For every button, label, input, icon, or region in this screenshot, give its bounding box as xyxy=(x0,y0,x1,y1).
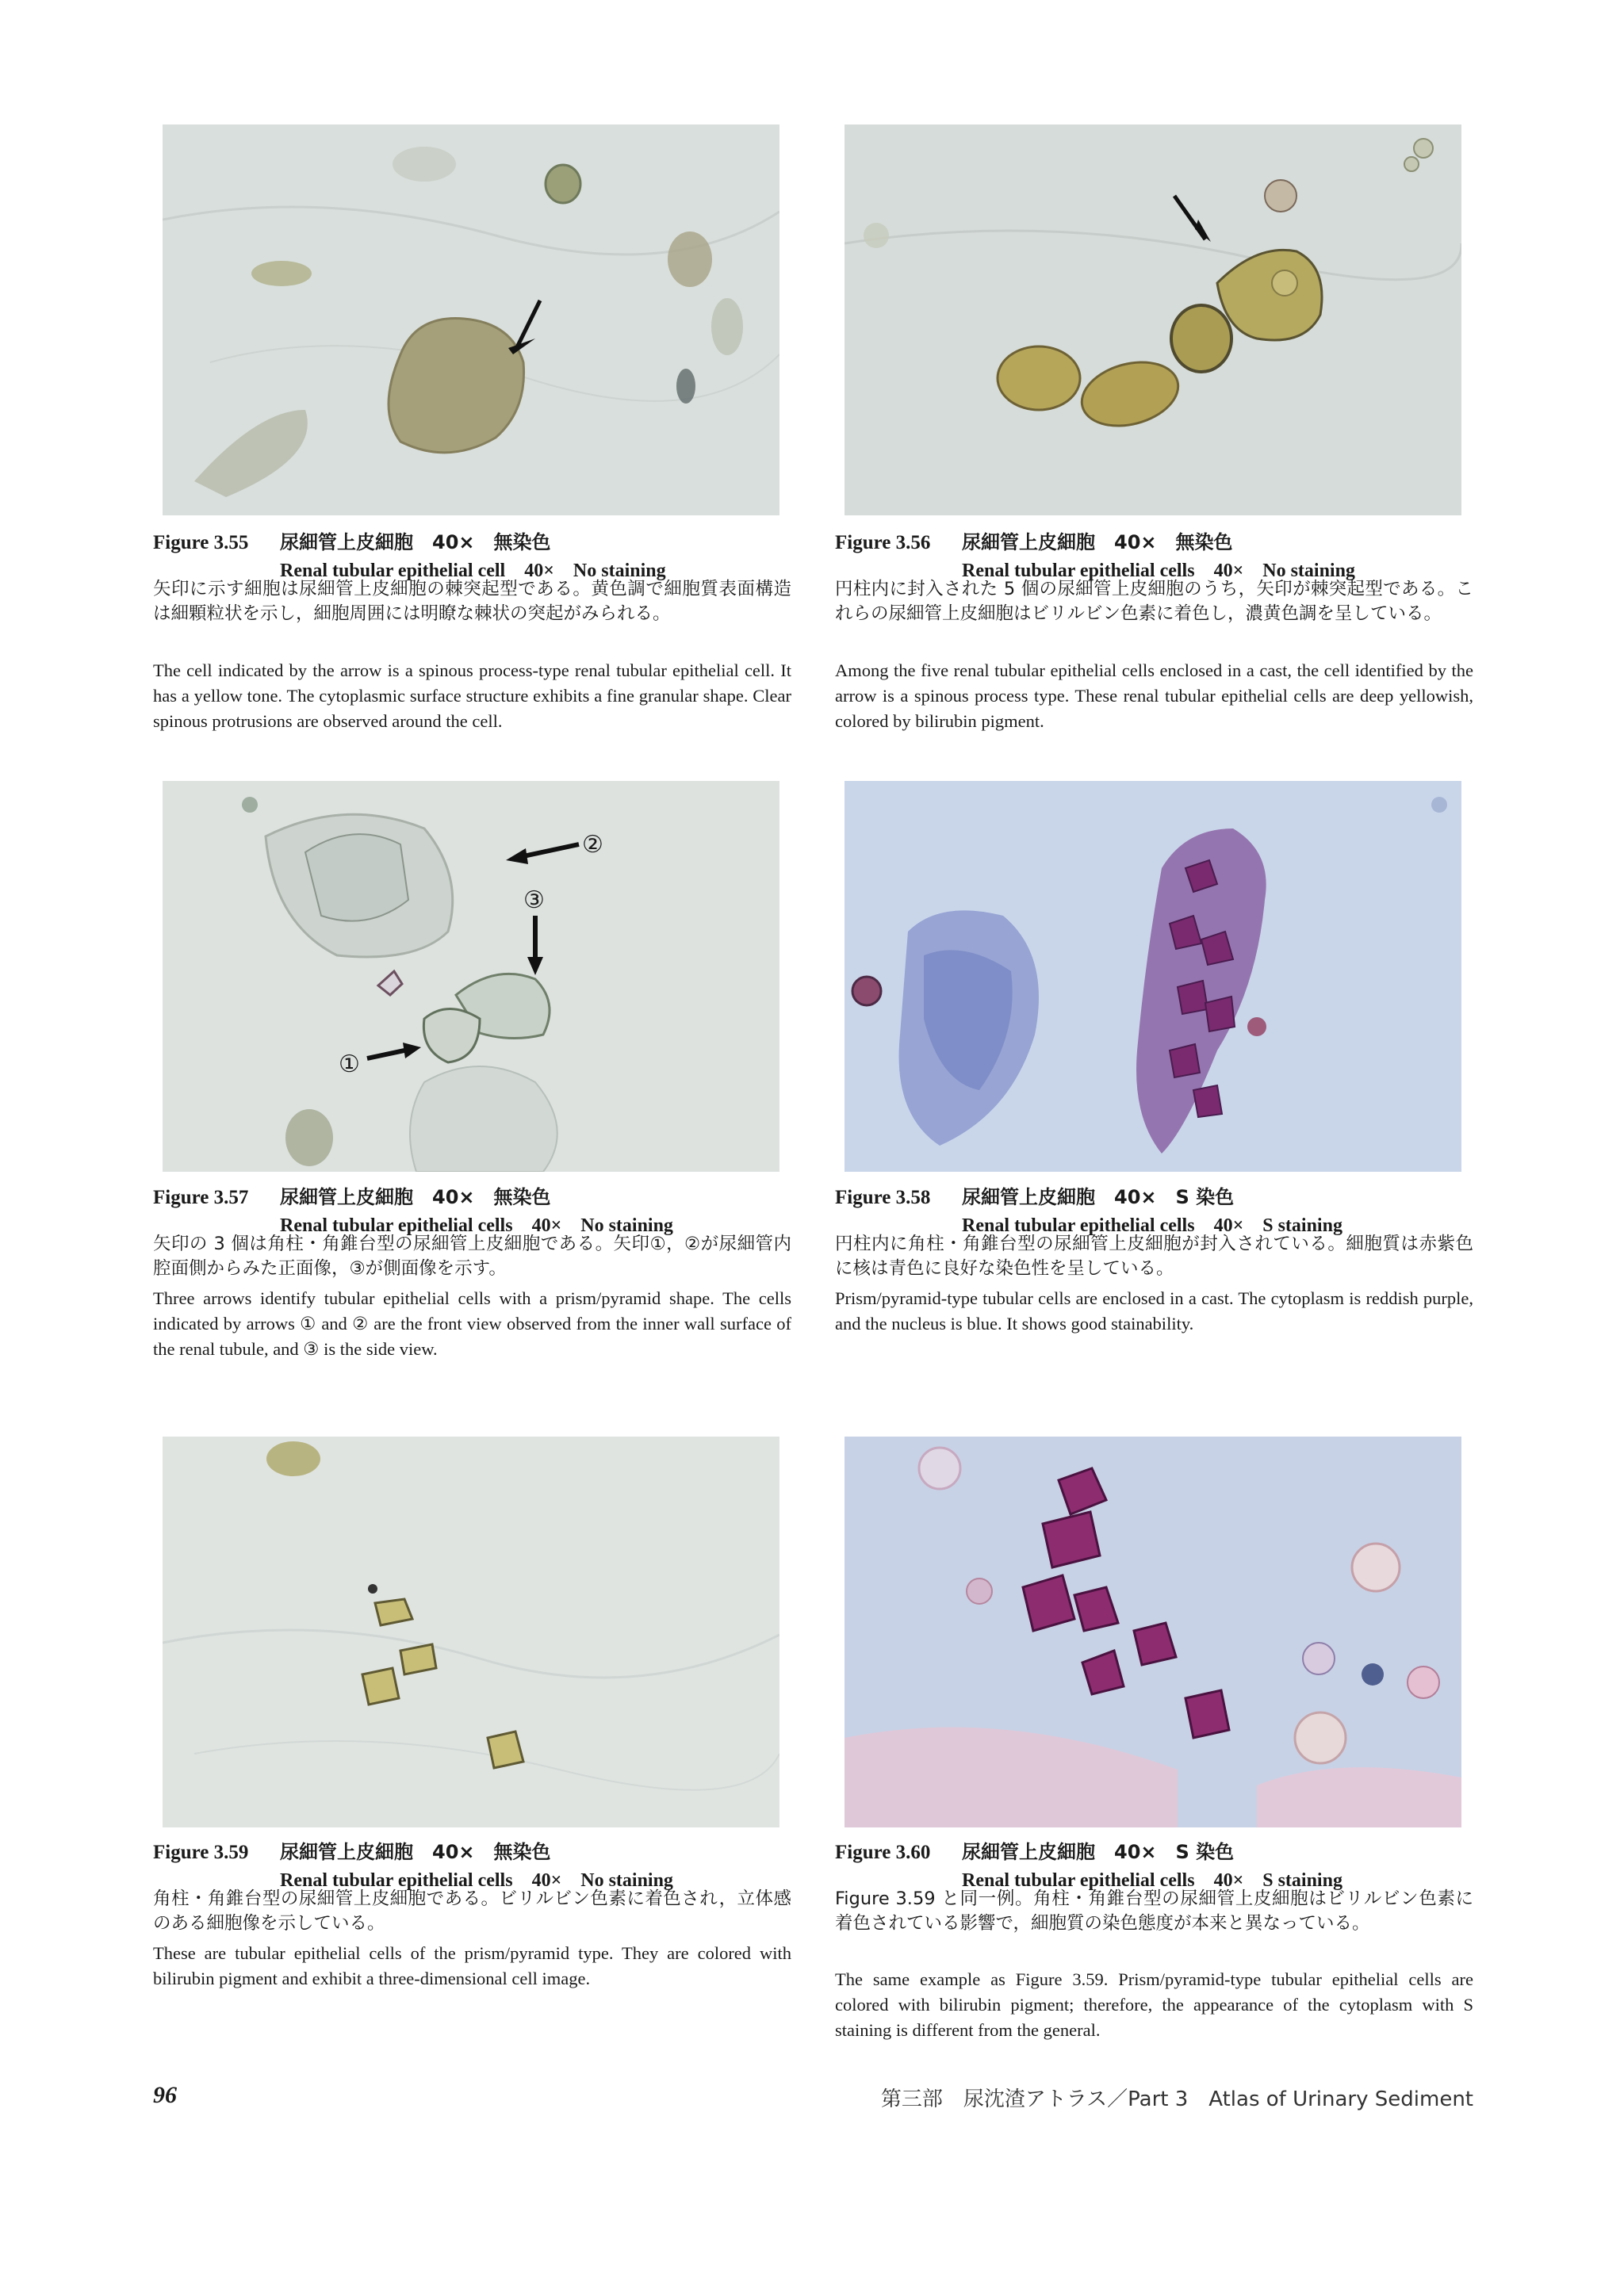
figure-number: Figure 3.58 xyxy=(835,1187,931,1208)
figure-3-59-title-en: Renal tubular epithelial cells 40× No staining xyxy=(280,1870,673,1891)
figure-3-57-title-en: Renal tubular epithelial cells 40× No staining xyxy=(280,1215,673,1236)
figure-3-59-micrograph xyxy=(163,1437,779,1827)
figure-3-58-text-en: Prism/pyramid-type tubular cells are enclosed in a cast. The cytoplasm is reddish purple, and the nucleus is blue. It shows good stainability. xyxy=(835,1288,1473,1334)
figure-3-60-text-jp: Figure 3.59 と同一例。角柱・角錐台型の尿細管上皮細胞はビリルビン色素に着色されている影響で，細胞質の染色態度が本来と異なっている。 xyxy=(835,1888,1473,1934)
figure-3-58-text-jp: 円柱内に角柱・角錐台型の尿細管上皮細胞が封入されている。細胞質は赤紫色に核は青色に良好な染色性を呈している。 xyxy=(835,1234,1473,1279)
page-number: 96 xyxy=(153,2082,177,2108)
figure-3-55-caption-title xyxy=(153,526,551,554)
figure-3-57-caption-title xyxy=(153,1181,551,1209)
figure-number: Figure 3.55 xyxy=(153,532,249,553)
figure-3-57-text-en: Three arrows identify tubular epithelial cells with a prism/pyramid shape. The cells indicated by arrows ① and ② are the front view observed from the inner wall surface of the renal tubule, and ③ is the side view. xyxy=(153,1288,791,1359)
figure-3-55-micrograph xyxy=(163,124,779,515)
figure-number: Figure 3.60 xyxy=(835,1842,931,1863)
figure-3-60-caption-title xyxy=(835,1836,1234,1864)
arrow-marker-2: ② xyxy=(582,831,603,859)
figure-3-56-text-jp: 円柱内に封入された 5 個の尿細管上皮細胞のうち，矢印が棘突起型である。これらの尿細管上皮細胞はビリルビン色素に着色し，濃黄色調を呈している。 xyxy=(835,579,1473,624)
arrow-marker-1: ① xyxy=(339,1050,360,1078)
figure-3-57-text-jp: 矢印の 3 個は角柱・角錐台型の尿細管上皮細胞である。矢印①，②が尿細管内腔面側からみた正面像，③が側面像を示す。 xyxy=(153,1234,791,1279)
figure-number: Figure 3.59 xyxy=(153,1842,249,1863)
figure-3-55-text-jp: 矢印に示す細胞は尿細管上皮細胞の棘突起型である。黄色調で細胞質表面構造は細顆粒状を示し，細胞周囲には明瞭な棘状の突起がみられる。 xyxy=(153,579,791,624)
figure-3-57-micrograph xyxy=(163,781,779,1172)
figure-3-60-title-en: Renal tubular epithelial cells 40× S staining xyxy=(962,1870,1342,1891)
figure-3-56-caption-title xyxy=(835,526,1233,554)
figure-3-59-text-en: These are tubular epithelial cells of the prism/pyramid type. They are colored with bilirubin pigment and exhibit a three-dimensional cell image. xyxy=(153,1943,791,1988)
figure-3-55-title-en: Renal tubular epithelial cell 40× No staining xyxy=(280,561,666,581)
figure-3-58-micrograph xyxy=(845,781,1461,1172)
figure-3-59-caption-title xyxy=(153,1836,551,1864)
figure-3-55-text-en: The cell indicated by the arrow is a spinous process-type renal tubular epithelial cell. It has a yellow tone. The cytoplasmic surface structure exhibits a fine granular shape. Clear spinous protrusions are observed around the cell. xyxy=(153,660,791,731)
figure-3-59-text-jp: 角柱・角錐台型の尿細管上皮細胞である。ビリルビン色素に着色され，立体感のある細胞像を示している。 xyxy=(153,1888,791,1934)
figure-number: Figure 3.57 xyxy=(153,1187,249,1208)
arrow-marker-3: ③ xyxy=(523,886,545,914)
figure-3-58-caption-title xyxy=(835,1181,1234,1209)
figure-title-jp: 尿細管上皮細胞 40× S 染色 xyxy=(962,1186,1235,1208)
figure-title-jp: 尿細管上皮細胞 40× S 染色 xyxy=(962,1841,1235,1863)
figure-3-56-text-en: Among the five renal tubular epithelial cells enclosed in a cast, the cell identified by the arrow is a spinous process type. These renal tubular epithelial cells are deep yellowish, colored by bilirubin pigment. xyxy=(835,660,1473,731)
figure-title-jp: 尿細管上皮細胞 40× 無染色 xyxy=(962,531,1233,553)
figure-3-56-micrograph xyxy=(845,124,1461,515)
figure-3-56-title-en: Renal tubular epithelial cells 40× No staining xyxy=(962,561,1355,581)
figure-title-jp: 尿細管上皮細胞 40× 無染色 xyxy=(280,531,551,553)
figure-number: Figure 3.56 xyxy=(835,532,931,553)
figure-3-60-micrograph xyxy=(845,1437,1461,1827)
figure-title-jp: 尿細管上皮細胞 40× 無染色 xyxy=(280,1841,551,1863)
figure-3-60-text-en: The same example as Figure 3.59. Prism/pyramid-type tubular epithelial cells are colored with bilirubin pigment; therefore, the appearance of the cytoplasm with S staining is different from the general. xyxy=(835,1969,1473,2040)
figure-title-jp: 尿細管上皮細胞 40× 無染色 xyxy=(280,1186,551,1208)
figure-3-58-title-en: Renal tubular epithelial cells 40× S staining xyxy=(962,1215,1342,1236)
running-footer: 第三部 尿沈渣アトラス／Part 3 Atlas of Urinary Sediment xyxy=(880,2087,1473,2111)
